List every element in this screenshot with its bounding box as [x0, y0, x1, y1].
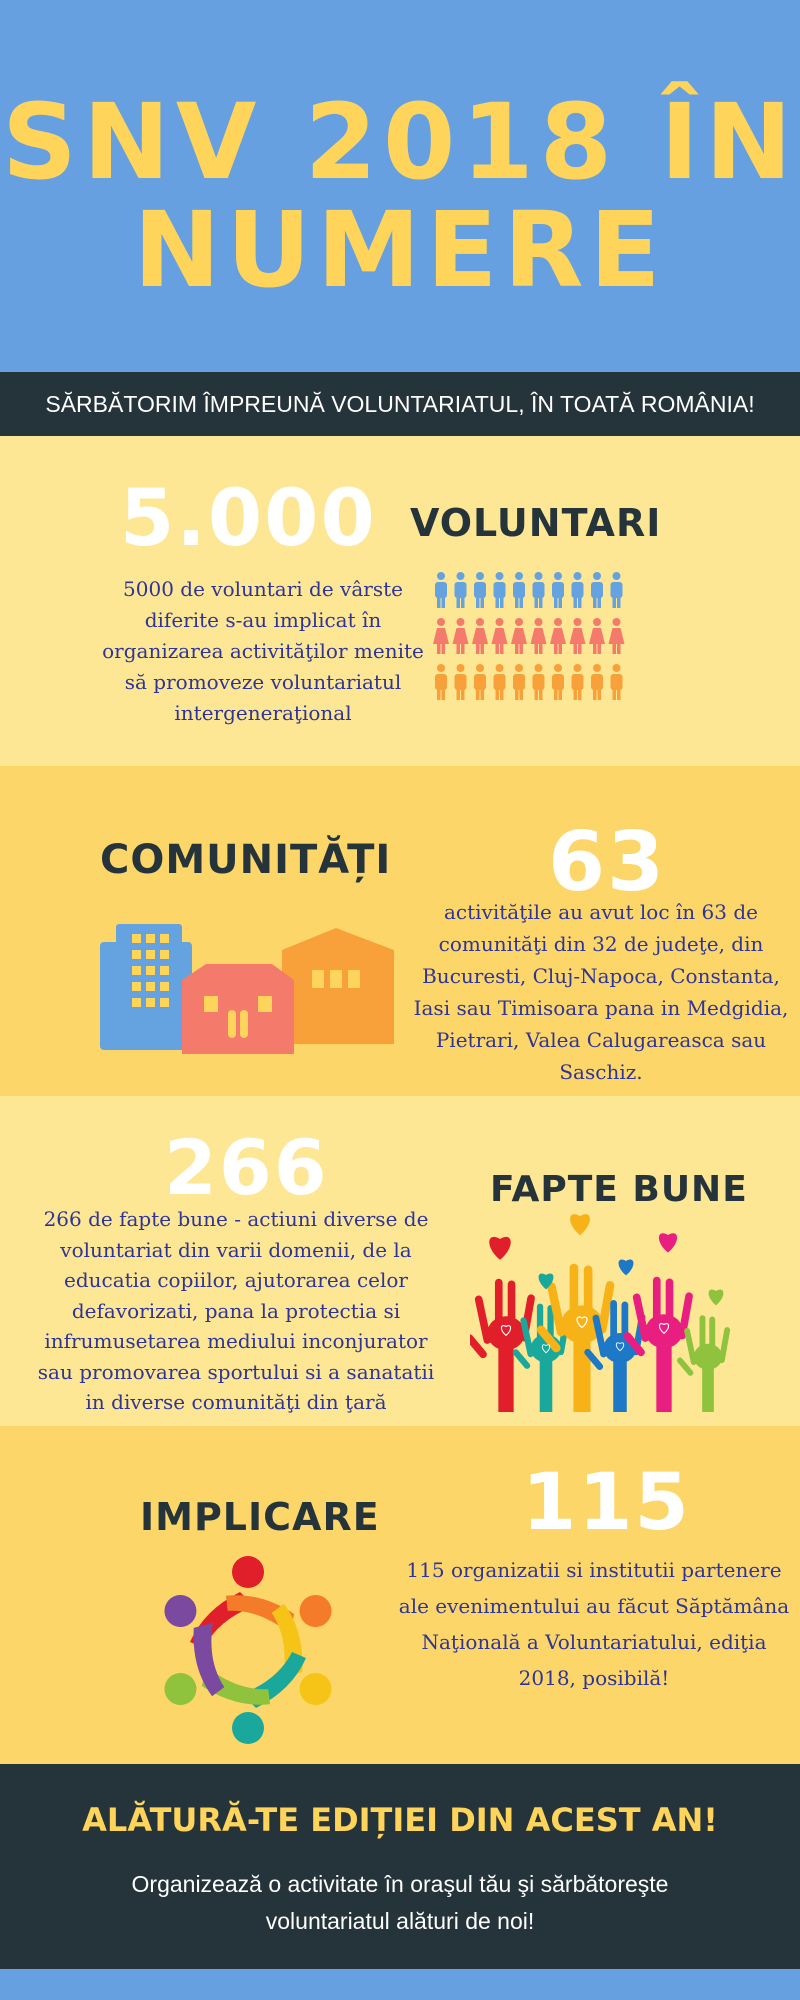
- footer-title: ALĂTURĂ-TE EDIȚIEI DIN ACEST AN!: [82, 1801, 718, 1839]
- person-figure: [472, 618, 488, 654]
- involvement-number: 115: [522, 1458, 691, 1548]
- person-figure: [611, 664, 623, 700]
- slogan-text: SĂRBĂTORIM ÎMPREUNĂ VOLUNTARIATUL, ÎN TOATĂ ROMÂNIA!: [45, 391, 755, 417]
- person-figure: [589, 618, 605, 654]
- person-figure: [455, 572, 467, 608]
- person-figure: [435, 572, 447, 608]
- communities-description: activităţile au avut loc în 63 de comunităţi din 32 de judeţe, din Bucuresti, Cluj-Napoca, Constanta, Iasi sau Timisoara pana in Medgidia, Pietrari, Valea Calugareasca sau Saschiz.: [413, 900, 789, 1084]
- person-figure: [433, 618, 449, 654]
- person-figure: [455, 664, 467, 700]
- title-line-2: NUMERE: [133, 189, 667, 311]
- communities-section: [0, 766, 800, 1096]
- person-figure: [552, 572, 564, 608]
- person-figure: [533, 572, 545, 608]
- footer-text: Organizează o activitate în oraşul tău şi sărbătoreşte voluntariatul alături de noi!: [131, 1871, 669, 1934]
- person-figure: [572, 664, 584, 700]
- person-figure: [533, 664, 545, 700]
- person-figure: [474, 572, 486, 608]
- person-figure: [513, 572, 525, 608]
- good-deeds-section: [0, 1096, 800, 1426]
- raised-hands-hearts-icon: [470, 1212, 740, 1412]
- volunteers-number: 5.000: [120, 474, 377, 564]
- person-figure: [474, 664, 486, 700]
- person-figure: [453, 618, 469, 654]
- person-figure: [591, 572, 603, 608]
- volunteers-description: 5000 de voluntari de vârste diferite s-au implicat în organizarea activităţilor menite să promoveze voluntariatul intergeneraţional: [102, 577, 424, 725]
- person-figure: [435, 664, 447, 700]
- person-figure: [513, 664, 525, 700]
- person-figure: [511, 618, 527, 654]
- person-figure: [609, 618, 625, 654]
- good-deeds-number: 266: [164, 1123, 329, 1212]
- buildings-icon: [96, 914, 401, 1054]
- person-figure: [531, 618, 547, 654]
- person-figure: [552, 664, 564, 700]
- page-title: [0, 81, 800, 311]
- person-figure: [591, 664, 603, 700]
- person-figure: [550, 618, 566, 654]
- footer-cta: [0, 1764, 800, 1969]
- people-icon: [430, 572, 630, 712]
- person-figure: [572, 572, 584, 608]
- good-deeds-description: 266 de fapte bune - actiuni diverse de voluntariat din varii domenii, de la educatia copiilor, ajutorarea celor defavorizati, pana la protectia si infrumusetarea mediului inconjurator sau promovarea sportului si a sanatatii in diverse comunităţi din ţară: [37, 1207, 435, 1414]
- communities-number: 63: [548, 815, 667, 910]
- title-line-1: SNV 2018 ÎN: [1, 81, 799, 203]
- person-figure: [494, 572, 506, 608]
- slogan-banner: [0, 372, 800, 436]
- person-figure: [570, 618, 586, 654]
- person-figure: [611, 572, 623, 608]
- volunteers-label: VOLUNTARI: [410, 501, 662, 545]
- hero-section: [0, 0, 800, 372]
- person-figure: [494, 664, 506, 700]
- person-figure: [492, 618, 508, 654]
- people-circle-icon: [148, 1550, 348, 1750]
- bottom-strip: [0, 1969, 800, 2000]
- involvement-section: [0, 1426, 800, 1764]
- communities-label: COMUNITĂȚI: [100, 837, 392, 883]
- good-deeds-label: FAPTE BUNE: [490, 1169, 748, 1210]
- involvement-description: 115 organizatii si institutii partenere ale evenimentului au făcut Săptămâna Naţională a Voluntariatului, ediţia 2018, posibilă!: [398, 1558, 790, 1690]
- volunteers-section: [0, 436, 800, 766]
- involvement-label: IMPLICARE: [140, 1495, 380, 1539]
